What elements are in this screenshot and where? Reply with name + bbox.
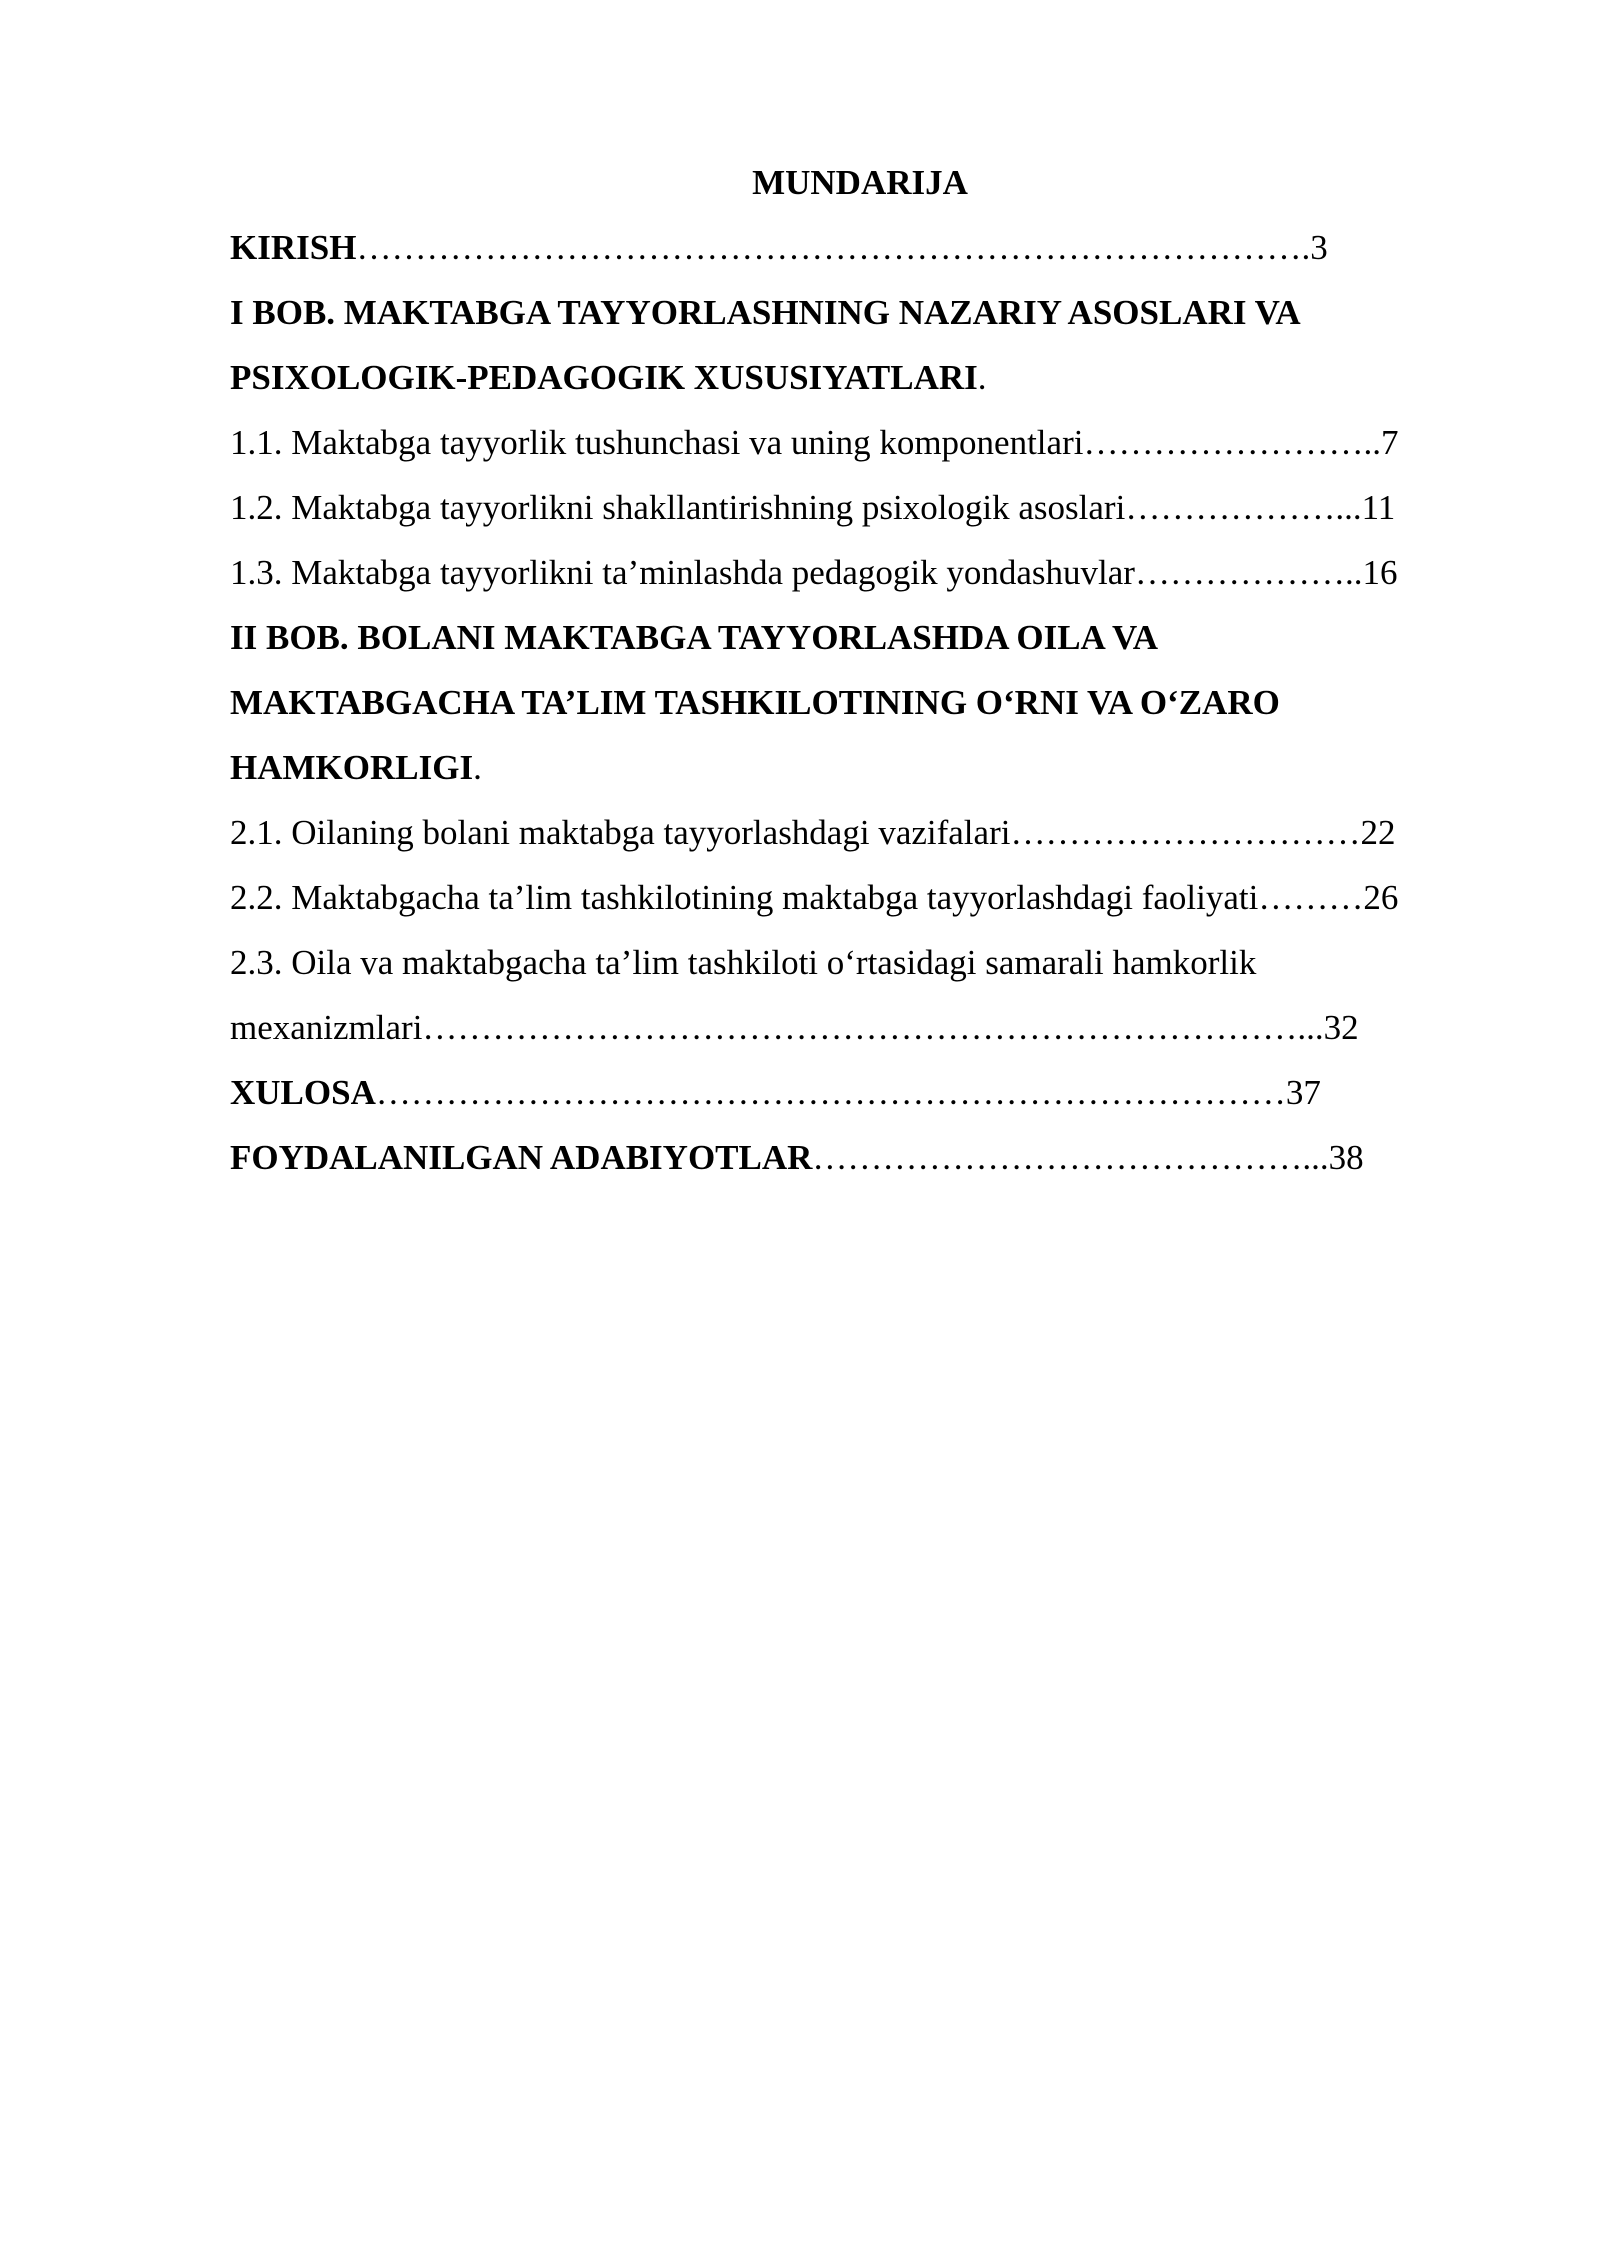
toc-entry-adabiyotlar: [230, 1125, 1490, 1190]
toc-chapter-label: HAMKORLIGI: [230, 748, 474, 787]
toc-entry-2-3-line-2: [230, 995, 1490, 1060]
table-of-contents: [230, 150, 1490, 1190]
toc-entry-label: 2.3. Oila va maktabgacha ta’lim tashkiloti o‘rtasidagi samarali hamkorlik: [230, 943, 1257, 982]
toc-entry-2-1: [230, 800, 1490, 865]
toc-entry-label: XULOSA: [230, 1073, 376, 1112]
toc-entry-1-3: [230, 540, 1490, 605]
toc-entry-label: KIRISH: [230, 228, 357, 267]
toc-chapter-label: II BOB. BOLANI MAKTABGA TAYYORLASHDA OILA VA: [230, 618, 1159, 657]
toc-entry-label: 1.2. Maktabga tayyorlikni shakllantirishning psixologik asoslari: [230, 488, 1126, 527]
toc-entry-kirish: [230, 215, 1490, 280]
toc-entry-page: 32: [1323, 1008, 1359, 1047]
toc-entry-1-1: [230, 410, 1490, 475]
toc-entry-page: 7: [1380, 423, 1399, 462]
toc-title: MUNDARIJA: [752, 163, 968, 202]
toc-chapter-label: MAKTABGACHA TA’LIM TASHKILOTINING O‘RNI VA O‘ZARO: [230, 683, 1280, 722]
toc-entry-dots: ………………...: [1125, 488, 1362, 527]
toc-chapter-1-line-1: [230, 280, 1490, 345]
toc-entry-label: 2.1. Oilaning bolani maktabga tayyorlashdagi vazifalari: [230, 813, 1011, 852]
toc-entry-label: mexanizmlari: [230, 1008, 423, 1047]
toc-chapter-label: PSIXOLOGIK-PEDAGOGIK XUSUSIYATLARI: [230, 358, 978, 397]
toc-entry-page: 16: [1362, 553, 1398, 592]
toc-entry-dots: ………: [1258, 878, 1364, 917]
toc-entry-page: 22: [1360, 813, 1396, 852]
toc-entry-page: 11: [1361, 488, 1396, 527]
toc-entry-dots: …………………………………………………………………...: [422, 1008, 1324, 1047]
toc-entry-label: 1.1. Maktabga tayyorlik tushunchasi va uning komponentlari: [230, 423, 1084, 462]
toc-entry-dots: ……………………………………………………………………….: [356, 228, 1311, 267]
toc-chapter-suffix: .: [473, 748, 482, 787]
toc-entry-page: 26: [1363, 878, 1399, 917]
toc-entry-2-3-line-1: [230, 930, 1490, 995]
toc-chapter-2-line-2: [230, 670, 1490, 735]
toc-entry-dots: ………………..: [1134, 553, 1363, 592]
toc-chapter-2-line-3: [230, 735, 1490, 800]
toc-entry-dots: ……………………………………...: [812, 1138, 1329, 1177]
toc-entry-dots: …………………………: [1010, 813, 1361, 852]
toc-entry-dots: ……………………..: [1083, 423, 1381, 462]
toc-entry-dots: ……………………………………………………………………: [375, 1073, 1286, 1112]
toc-entry-1-2: [230, 475, 1490, 540]
toc-entry-label: 1.3. Maktabga tayyorlikni ta’minlashda pedagogik yondashuvlar: [230, 553, 1135, 592]
toc-entry-label: FOYDALANILGAN ADABIYOTLAR: [230, 1138, 813, 1177]
toc-chapter-2-line-1: [230, 605, 1490, 670]
toc-chapter-suffix: .: [977, 358, 987, 397]
toc-entry-2-2: [230, 865, 1490, 930]
toc-entry-xulosa: [230, 1060, 1490, 1125]
toc-entry-page: 37: [1285, 1073, 1321, 1112]
toc-entry-page: 38: [1328, 1138, 1364, 1177]
toc-chapter-label: I BOB. MAKTABGA TAYYORLASHNING NAZARIY ASOSLARI VA: [230, 293, 1301, 332]
toc-chapter-1-line-2: [230, 345, 1490, 410]
toc-entry-label: 2.2. Maktabgacha ta’lim tashkilotining maktabga tayyorlashdagi faoliyati: [230, 878, 1259, 917]
toc-entry-page: 3: [1310, 228, 1328, 267]
